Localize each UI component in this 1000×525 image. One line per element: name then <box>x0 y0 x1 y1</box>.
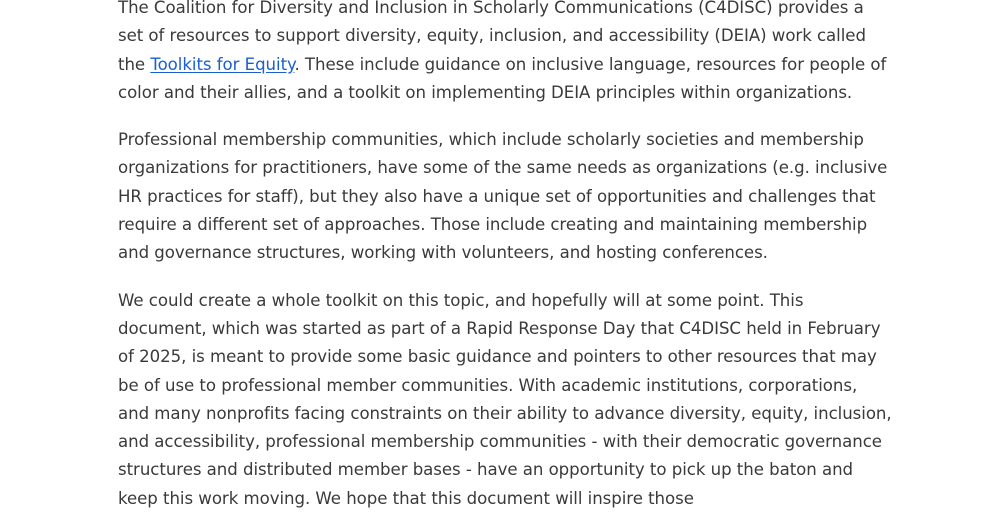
paragraph-1-text-after-link: . These include guidance on inclusive language, resources for people of color and their allies, and a toolkit on implementing DEIA principles within organizations. <box>118 54 887 102</box>
paragraph-membership-communities: Professional membership communities, which include scholarly societies and membership organizations for practitioners, have some of the same needs as organizations (e.g. inclusive HR practices for staff), but they also have a unique set of opportunities and challenges that require a different set of approaches. Those include creating and maintaining membership and governance structures, working with volunteers, and hosting conferences. <box>118 130 888 263</box>
toolkits-for-equity-link[interactable]: Toolkits for Equity <box>150 54 295 74</box>
document-body <box>118 0 893 525</box>
paragraph-1-text-before-link: The Coalition for Diversity and Inclusion in Scholarly Communications (C4DISC) provides a set of resources to support diversity, equity, inclusion, and accessibility (DEIA) work called the <box>118 0 866 74</box>
paragraph-toolkits-intro <box>118 0 893 107</box>
paragraph-rapid-response: We could create a whole toolkit on this topic, and hopefully will at some point. This document, which was started as part of a Rapid Response Day that C4DISC held in February of 2025, is meant to provide some basic guidance and pointers to other resources that may be of use to professional member communities. With academic institutions, corporations, and many nonprofits facing constraints on their ability to advance diversity, equity, inclusion, and accessibility, professional membership communities - with their democratic governance structures and distributed member bases - have an opportunity to pick up the baton and keep this work moving. We hope that this document will inspire those <box>118 290 892 508</box>
